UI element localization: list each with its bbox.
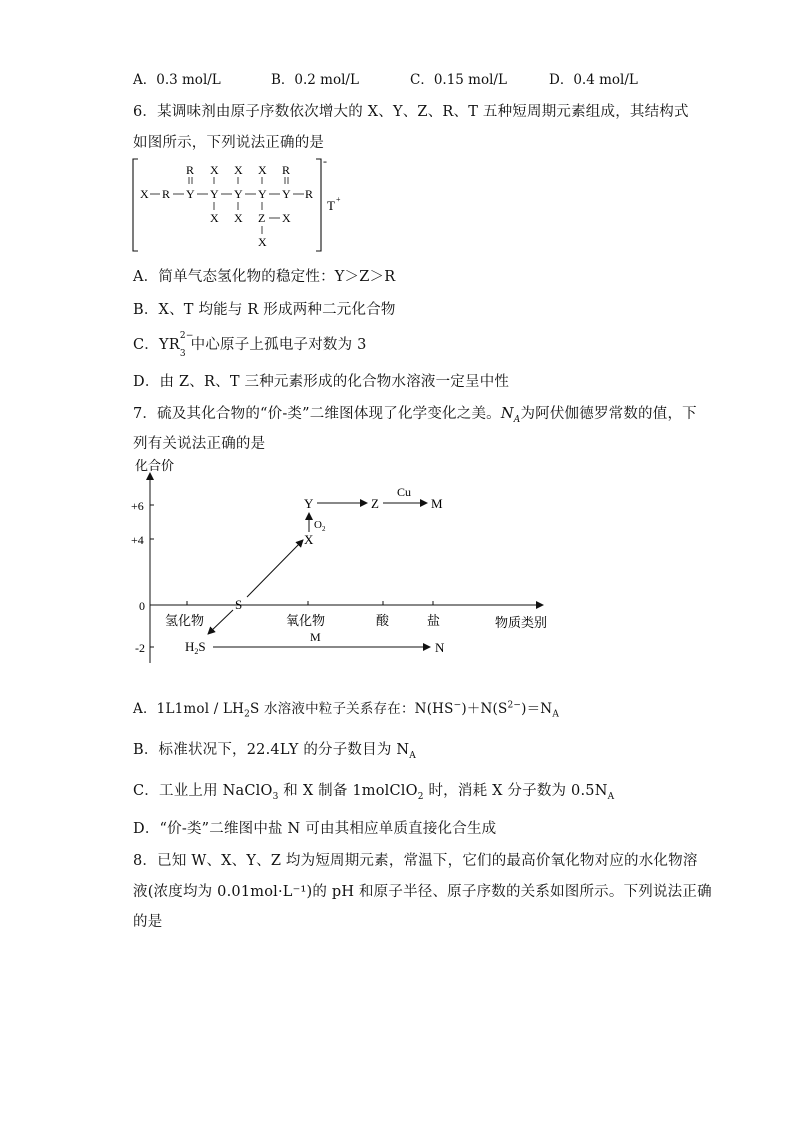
- y-tick-plus4: +4: [131, 533, 144, 547]
- x-cat-hydride: 氢化物: [165, 613, 205, 628]
- q5-option-c: C．0.15 mol/L: [410, 72, 507, 88]
- atom-x7: X: [258, 235, 267, 249]
- y-tick-plus6: +6: [131, 499, 144, 513]
- y-axis-title: 化合价: [135, 458, 175, 473]
- label-cu: Cu: [397, 485, 412, 499]
- q6-structure-diagram: [130, 155, 370, 255]
- y-tick-minus2: -2: [135, 641, 145, 655]
- q7-option-c: C．工业上用 NaClO$_3$ 和 X 制备 1molClO$_2$ 时，消耗 X 分子数为 $0.5N_A$: [133, 783, 615, 802]
- q6-stem-line1: 6．某调味剂由原子序数依次增大的 X、Y、Z、R、T 五种短周期元素组成，其结构式: [133, 104, 689, 120]
- node-m: M: [431, 496, 443, 511]
- q6-option-d: D．由 Z、R、T 三种元素形成的化合物水溶液一定呈中性: [133, 374, 510, 390]
- atom-x5: X: [234, 211, 243, 225]
- structure-charge: -: [323, 155, 327, 168]
- atom-r-right: R: [305, 187, 314, 201]
- atom-r-left: R: [162, 187, 171, 201]
- x-axis-title: 物质类别: [495, 615, 548, 630]
- q8-stem-line2: 液(浓度均为 0.01mol·L⁻¹)的 pH 和原子半径、原子序数的关系如图所示。下列说法正确: [133, 884, 712, 900]
- atom-x4: X: [210, 211, 219, 225]
- q6-option-a: A．简单气态氢化物的稳定性：Y＞Z＞R: [133, 269, 396, 285]
- atom-y2: Y: [210, 187, 219, 201]
- y-tick-0: 0: [139, 599, 145, 613]
- q6-option-c: C．$YR_3$ 2− 中心原子上孤电子对数为 3: [133, 331, 367, 359]
- arrow-s-to-x: [247, 540, 303, 597]
- node-n: N: [435, 640, 445, 655]
- structure-cation: T: [327, 198, 335, 213]
- q8-stem-line3: 的是: [133, 914, 163, 930]
- atom-x-left: X: [140, 187, 149, 201]
- q6-stem-line2: 如图所示，下列说法正确的是: [133, 135, 325, 151]
- q7-valence-chart: [125, 458, 565, 668]
- node-y: Y: [304, 496, 314, 511]
- q5-option-a: A．0.3 mol/L: [133, 72, 221, 88]
- q8-stem-line1: 8．已知 W、X、Y、Z 均为短周期元素，常温下，它们的最高价氧化物对应的水化物溶: [133, 853, 698, 869]
- atom-x6: X: [282, 211, 291, 225]
- q7-option-d: D．“价-类”二维图中盐 N 可由其相应单质直接化合生成: [133, 821, 497, 837]
- x-cat-acid: 酸: [376, 613, 390, 628]
- x-cat-oxide: 氧化物: [286, 613, 326, 628]
- q7-option-b: B．标准状况下，22.4LY 的分子数目为 $N_A$: [133, 742, 416, 761]
- node-x: X: [304, 532, 314, 547]
- q5-option-d: D．0.4 mol/L: [549, 72, 638, 88]
- label-m: M: [310, 630, 321, 644]
- node-s: S: [235, 597, 243, 612]
- arrow-s-to-h2s: [208, 610, 233, 634]
- atom-y4: Y: [258, 187, 267, 201]
- q7-stem-line1: 7．硫及其化合物的“价-类”二维图体现了化学变化之美。$N_A$为阿伏伽德罗常数的值，下: [133, 406, 697, 425]
- structure-cation-charge: +: [336, 195, 341, 204]
- x-cat-salt: 盐: [427, 613, 441, 628]
- q7-stem-line2: 列有关说法正确的是: [133, 436, 266, 452]
- atom-x3: X: [258, 163, 267, 177]
- q7-option-a: A．$1L1mol / LH_2S$ 水溶液中粒子关系存在：$N(HS^-)+N(S^{2-})=N_A$: [133, 700, 560, 720]
- atom-r2: R: [282, 163, 291, 177]
- atom-x2: X: [234, 163, 243, 177]
- left-bracket: [133, 159, 138, 251]
- q6-option-b: B．X、T 均能与 R 形成两种二元化合物: [133, 302, 396, 318]
- atom-y1: Y: [186, 187, 195, 201]
- atom-z: Z: [258, 211, 266, 225]
- node-z: Z: [371, 496, 379, 511]
- q5-option-b: B．0.2 mol/L: [271, 72, 359, 88]
- right-bracket: [316, 159, 321, 251]
- atom-y3: Y: [234, 187, 243, 201]
- atom-r1: R: [186, 163, 195, 177]
- node-h2s: $H_2S$: [185, 639, 206, 656]
- atom-x1: X: [210, 163, 219, 177]
- label-o2: $O_2$: [314, 519, 326, 533]
- atom-y5: Y: [282, 187, 291, 201]
